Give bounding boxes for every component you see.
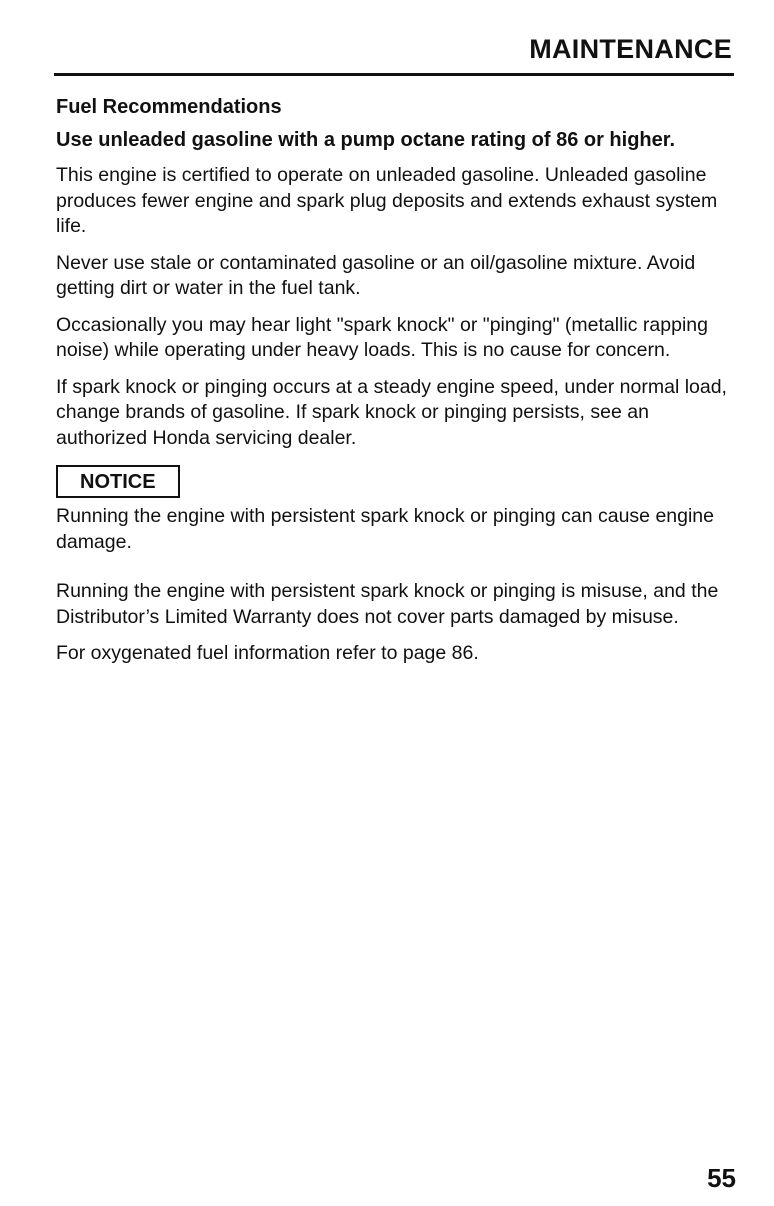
notice-label: NOTICE [56, 465, 180, 498]
section-title: MAINTENANCE [529, 34, 732, 64]
header-rule [54, 73, 734, 76]
paragraph-spark-knock: Occasionally you may hear light "spark knock" or "pinging" (metallic rapping noise) while operating under heavy loads. This is no cause for concern. [56, 313, 708, 361]
fuel-requirement: Use unleaded gasoline with a pump octane rating of 86 or higher. [56, 128, 675, 151]
section-heading: Fuel Recommendations [56, 96, 282, 118]
paragraph-change-brands: If spark knock or pinging occurs at a steady engine speed, under normal load, change brands of gasoline. If spark knock or pinging persists, see an authorized Honda servicing dealer. [56, 375, 727, 449]
notice-text: Running the engine with persistent spark knock or pinging can cause engine damage. [56, 505, 715, 553]
paragraph-oxygenated-fuel: For oxygenated fuel information refer to page 86. [56, 642, 479, 664]
paragraph-certification: This engine is certified to operate on unleaded gasoline. Unleaded gasoline produces fewer engine and spark plug deposits and extends exhaust system life. [56, 164, 718, 237]
paragraph-stale-fuel: Never use stale or contaminated gasoline or an oil/gasoline mixture. Avoid getting dirt or water in the fuel tank. [56, 251, 696, 299]
paragraph-warranty: Running the engine with persistent spark knock or pinging is misuse, and the Distributor’s Limited Warranty does not cover parts damaged by misuse. [56, 580, 719, 628]
page-number: 55 [707, 1163, 736, 1193]
page-content [56, 95, 736, 678]
